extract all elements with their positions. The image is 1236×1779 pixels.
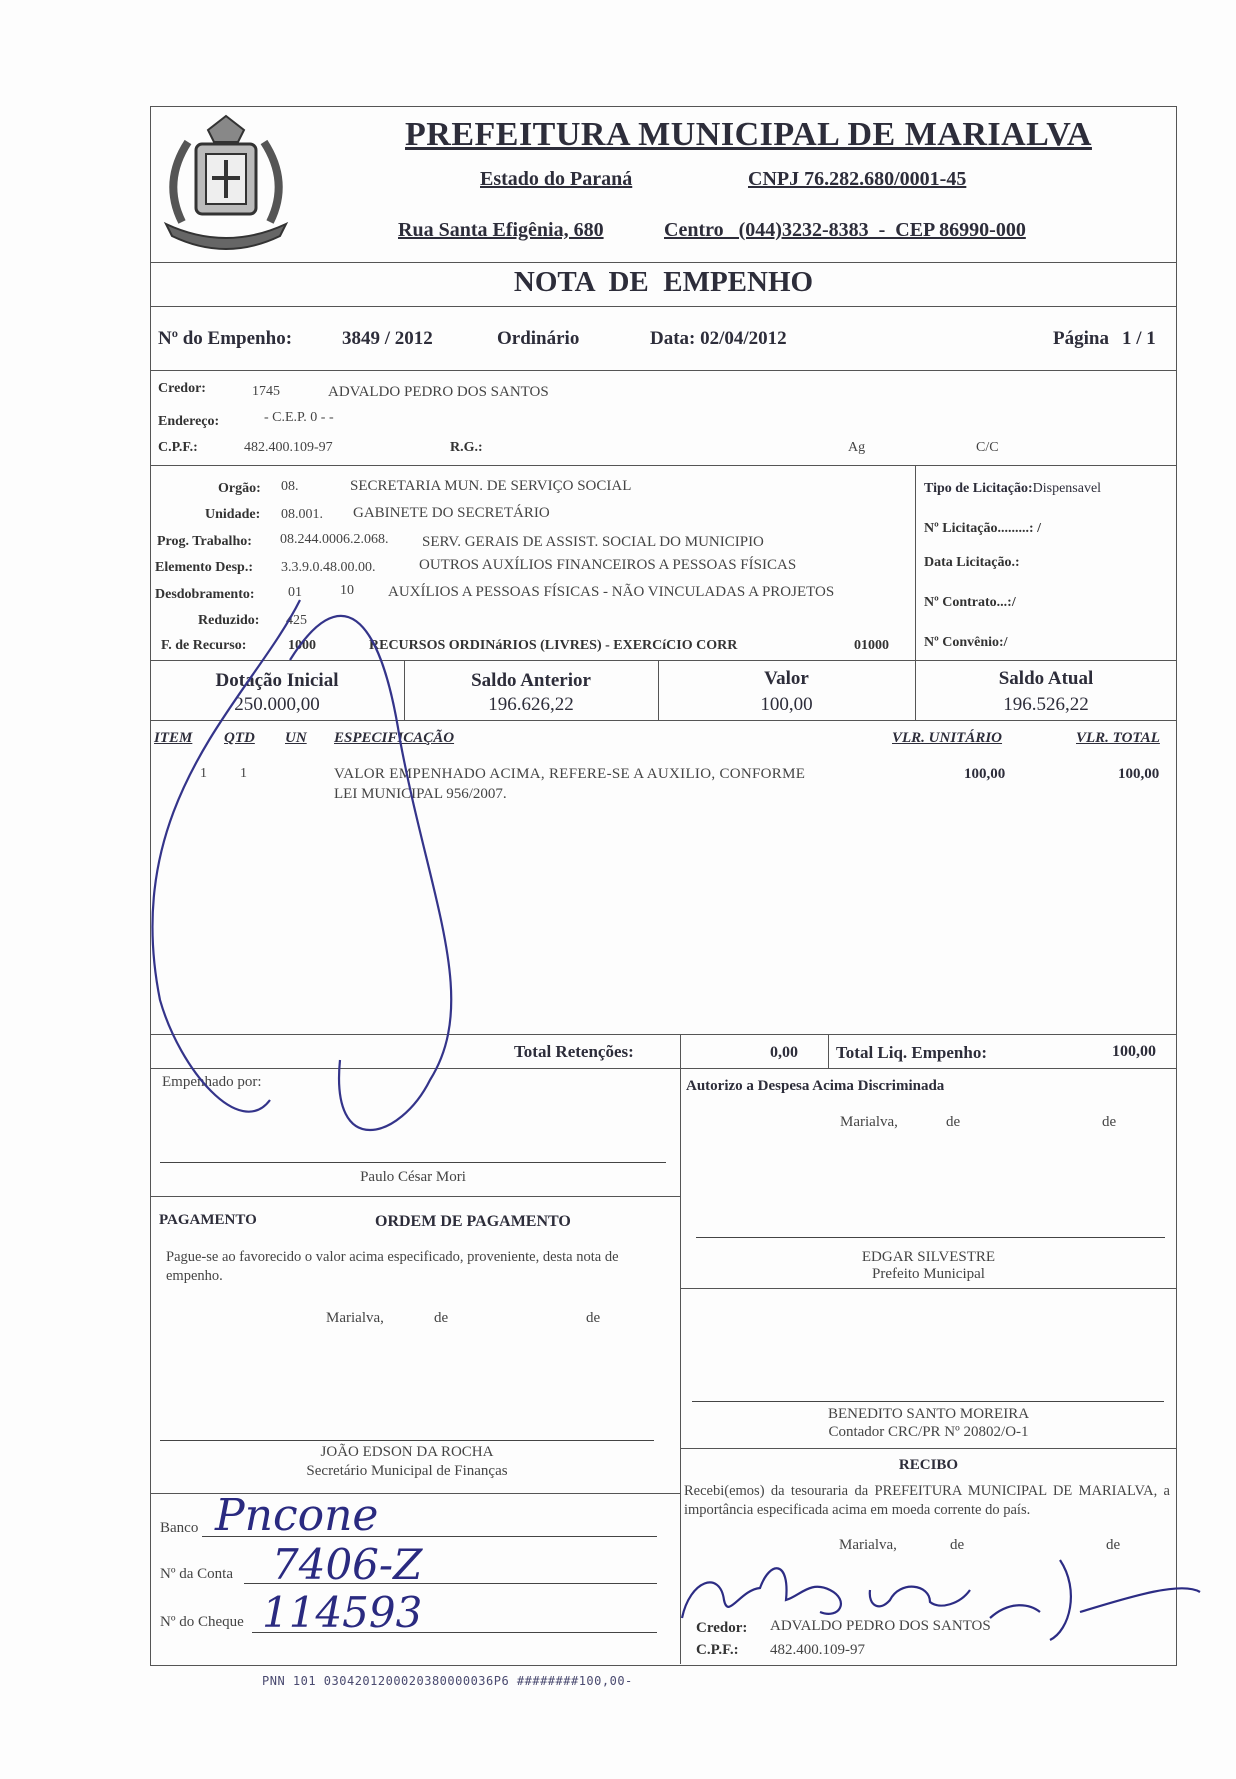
valor-label: Valor bbox=[764, 668, 809, 689]
pagamento-place: Marialva, bbox=[326, 1310, 384, 1326]
recibo-de2: de bbox=[1106, 1537, 1121, 1553]
reduzido-code: 425 bbox=[286, 613, 307, 628]
dotacao-value: 250.000,00 bbox=[234, 694, 320, 715]
divider bbox=[150, 306, 1177, 307]
signature-line bbox=[692, 1401, 1164, 1402]
elemento-label: Elemento Desp.: bbox=[155, 560, 253, 575]
col-qtd: QTD bbox=[224, 730, 255, 746]
recibo-cpf-value: 482.400.109-97 bbox=[770, 1642, 865, 1658]
signature-line bbox=[160, 1162, 666, 1163]
empenho-number: 3849 / 2012 bbox=[342, 328, 433, 349]
orgao-code: 08. bbox=[281, 479, 299, 494]
recibo-place: Marialva, bbox=[839, 1537, 897, 1553]
street-label: Rua Santa Efigênia, 680 bbox=[398, 219, 604, 241]
cnpj-label: CNPJ 76.282.680/0001-45 bbox=[748, 168, 967, 190]
fonte-number: 01000 bbox=[854, 638, 889, 653]
valor-value: 100,00 bbox=[760, 694, 813, 715]
cheque-handwriting: 114593 bbox=[262, 1588, 423, 1637]
col-vlr-unitario: VLR. UNITÁRIO bbox=[892, 730, 1003, 746]
address-label: Centro (044)3232-8383 - CEP 86990-000 bbox=[664, 219, 1026, 241]
empenho-number-label: Nº do Empenho: bbox=[158, 328, 293, 349]
rg-label: R.G.: bbox=[450, 440, 483, 455]
divider bbox=[680, 1448, 1177, 1449]
divider bbox=[680, 1034, 681, 1664]
unidade-name: GABINETE DO SECRETÁRIO bbox=[353, 505, 550, 521]
col-especificacao: ESPECIFICAÇÃO bbox=[334, 730, 455, 746]
col-vlr-total: VLR. TOTAL bbox=[1076, 730, 1160, 746]
municipality-title: PREFEITURA MUNICIPAL DE MARIALVA bbox=[405, 116, 1092, 153]
recibo-credor-name: ADVALDO PEDRO DOS SANTOS bbox=[770, 1618, 991, 1634]
convenio-number: Nº Convênio:/ bbox=[924, 635, 1008, 650]
divider bbox=[150, 370, 1177, 371]
divider bbox=[150, 1034, 1177, 1035]
item-number: 1 bbox=[200, 766, 207, 781]
autorizo-de1: de bbox=[946, 1114, 961, 1130]
desdobramento-code: 01 bbox=[288, 585, 302, 600]
fonte-name: RECURSOS ORDINáRIOS (LIVRES) - EXERCíCIO CORR bbox=[369, 638, 738, 653]
fonte-label: F. de Recurso: bbox=[161, 638, 247, 653]
signature-line bbox=[160, 1440, 654, 1441]
orgao-name: SECRETARIA MUN. DE SERVIÇO SOCIAL bbox=[350, 478, 632, 494]
orgao-label: Orgão: bbox=[218, 481, 261, 496]
desdobramento-name: AUXÍLIOS A PESSOAS FÍSICAS - NÃO VINCULADAS A PROJETOS bbox=[388, 584, 835, 600]
prog-code: 08.244.0006.2.068. bbox=[280, 532, 389, 547]
autorizo-place: Marialva, bbox=[840, 1114, 898, 1130]
col-un: UN bbox=[285, 730, 307, 746]
col-item: ITEM bbox=[154, 730, 193, 746]
divider bbox=[150, 262, 1177, 263]
recibo-de1: de bbox=[950, 1537, 965, 1553]
banco-label: Banco bbox=[160, 1520, 199, 1536]
contrato-number: Nº Contrato...:/ bbox=[924, 595, 1016, 610]
divider bbox=[150, 720, 1177, 721]
pagamento-de2: de bbox=[586, 1310, 601, 1326]
footer-code: PNN 101 0304201200020380000036P6 ########100,00- bbox=[262, 1674, 633, 1688]
pagamento-de1: de bbox=[434, 1310, 449, 1326]
divider bbox=[680, 1288, 1177, 1289]
licitacao-type: Tipo de Licitação:Dispensavel bbox=[924, 481, 1102, 496]
ag-label: Ag bbox=[848, 440, 866, 455]
empenho-date: Data: 02/04/2012 bbox=[650, 328, 787, 349]
divider bbox=[828, 1034, 829, 1068]
dotacao-label: Dotação Inicial bbox=[215, 670, 339, 691]
autorizo-label: Autorizo a Despesa Acima Discriminada bbox=[686, 1078, 945, 1094]
empenhado-label: Empenhado por: bbox=[162, 1074, 262, 1090]
credor-label: Credor: bbox=[158, 381, 206, 396]
licitacao-number: Nº Licitação.........: / bbox=[924, 521, 1041, 536]
page-number: 1 / 1 bbox=[1122, 328, 1156, 349]
item-spec-line2: LEI MUNICIPAL 956/2007. bbox=[334, 786, 507, 802]
empenhado-signer: Paulo César Mori bbox=[360, 1169, 466, 1185]
page-label: Página bbox=[1053, 328, 1109, 349]
autorizo-de2: de bbox=[1102, 1114, 1117, 1130]
elemento-name: OUTROS AUXÍLIOS FINANCEIROS A PESSOAS FÍSICAS bbox=[419, 557, 797, 573]
saldo-atual-label: Saldo Atual bbox=[998, 668, 1094, 689]
prog-name: SERV. GERAIS DE ASSIST. SOCIAL DO MUNICIPIO bbox=[422, 534, 764, 550]
unidade-label: Unidade: bbox=[205, 507, 261, 522]
ordem-pagamento-label: ORDEM DE PAGAMENTO bbox=[375, 1213, 571, 1230]
doc-title: NOTA DE EMPENHO bbox=[513, 266, 814, 298]
prefeito-role: Prefeito Municipal bbox=[872, 1266, 985, 1282]
recibo-cpf-label: C.P.F.: bbox=[696, 1642, 739, 1658]
divider bbox=[150, 1068, 1177, 1069]
saldo-atual-value: 196.526,22 bbox=[1003, 694, 1089, 715]
divider bbox=[150, 660, 1177, 661]
item-spec-line1: VALOR EMPENHADO ACIMA, REFERE-SE A AUXILIO, CONFORME bbox=[334, 766, 806, 782]
financas-role: Secretário Municipal de Finanças bbox=[306, 1463, 508, 1479]
retencoes-value: 0,00 bbox=[770, 1044, 798, 1061]
divider bbox=[150, 465, 1177, 466]
endereco-label: Endereço: bbox=[158, 414, 220, 429]
liq-empenho-value: 100,00 bbox=[1112, 1043, 1156, 1060]
contador-role: Contador CRC/PR Nº 20802/O-1 bbox=[828, 1424, 1029, 1440]
cpf-label: C.P.F.: bbox=[158, 440, 198, 455]
cpf-value: 482.400.109-97 bbox=[244, 440, 333, 455]
prefeito-signer: EDGAR SILVESTRE bbox=[861, 1249, 996, 1265]
divider bbox=[915, 465, 916, 660]
retencoes-label: Total Retenções: bbox=[514, 1042, 634, 1061]
desdobramento-label: Desdobramento: bbox=[155, 587, 255, 602]
divider bbox=[150, 1196, 680, 1197]
banco-handwriting: Pncone bbox=[215, 1490, 379, 1541]
credor-name: ADVALDO PEDRO DOS SANTOS bbox=[328, 384, 549, 400]
signature-line bbox=[696, 1237, 1165, 1238]
elemento-code: 3.3.9.0.48.00.00. bbox=[281, 560, 376, 575]
recibo-credor-label: Credor: bbox=[696, 1620, 748, 1636]
saldo-anterior-label: Saldo Anterior bbox=[471, 670, 591, 691]
coat-of-arms-icon bbox=[152, 112, 300, 262]
state-label: Estado do Paraná bbox=[480, 168, 633, 190]
recibo-text: Recebi(emos) da tesouraria da PREFEITURA MUNICIPAL DE MARIALVA, a importância especificada acima em moeda corrente do país. bbox=[684, 1483, 1170, 1518]
empenho-type: Ordinário bbox=[497, 328, 580, 349]
licitacao-date: Data Licitação.: bbox=[924, 555, 1020, 570]
recibo-title: RECIBO bbox=[898, 1457, 959, 1473]
financas-signer: JOÃO EDSON DA ROCHA bbox=[320, 1444, 494, 1460]
desdobramento-sub: 10 bbox=[340, 583, 354, 598]
reduzido-label: Reduzido: bbox=[198, 613, 260, 628]
saldo-anterior-value: 196.626,22 bbox=[488, 694, 574, 715]
pagamento-text: Pague-se ao favorecido o valor acima especificado, proveniente, desta nota de empenho. bbox=[166, 1249, 619, 1284]
liq-empenho-label: Total Liq. Empenho: bbox=[836, 1043, 987, 1062]
prog-label: Prog. Trabalho: bbox=[157, 534, 252, 549]
cc-label: C/C bbox=[976, 440, 999, 455]
item-qtd: 1 bbox=[240, 766, 247, 781]
contador-name: BENEDITO SANTO MOREIRA bbox=[827, 1406, 1030, 1422]
item-unit-value: 100,00 bbox=[964, 766, 1006, 782]
pagamento-label: PAGAMENTO bbox=[159, 1212, 257, 1228]
endereco-value: - C.E.P. 0 - - bbox=[264, 410, 334, 425]
conta-label: Nº da Conta bbox=[160, 1566, 233, 1582]
credor-code: 1745 bbox=[252, 384, 280, 399]
fonte-code: 1000 bbox=[288, 638, 316, 653]
unidade-code: 08.001. bbox=[281, 507, 323, 522]
item-total-value: 100,00 bbox=[1118, 766, 1160, 782]
conta-handwriting: 7406-Z bbox=[272, 1540, 423, 1589]
cheque-label: Nº do Cheque bbox=[160, 1614, 244, 1630]
